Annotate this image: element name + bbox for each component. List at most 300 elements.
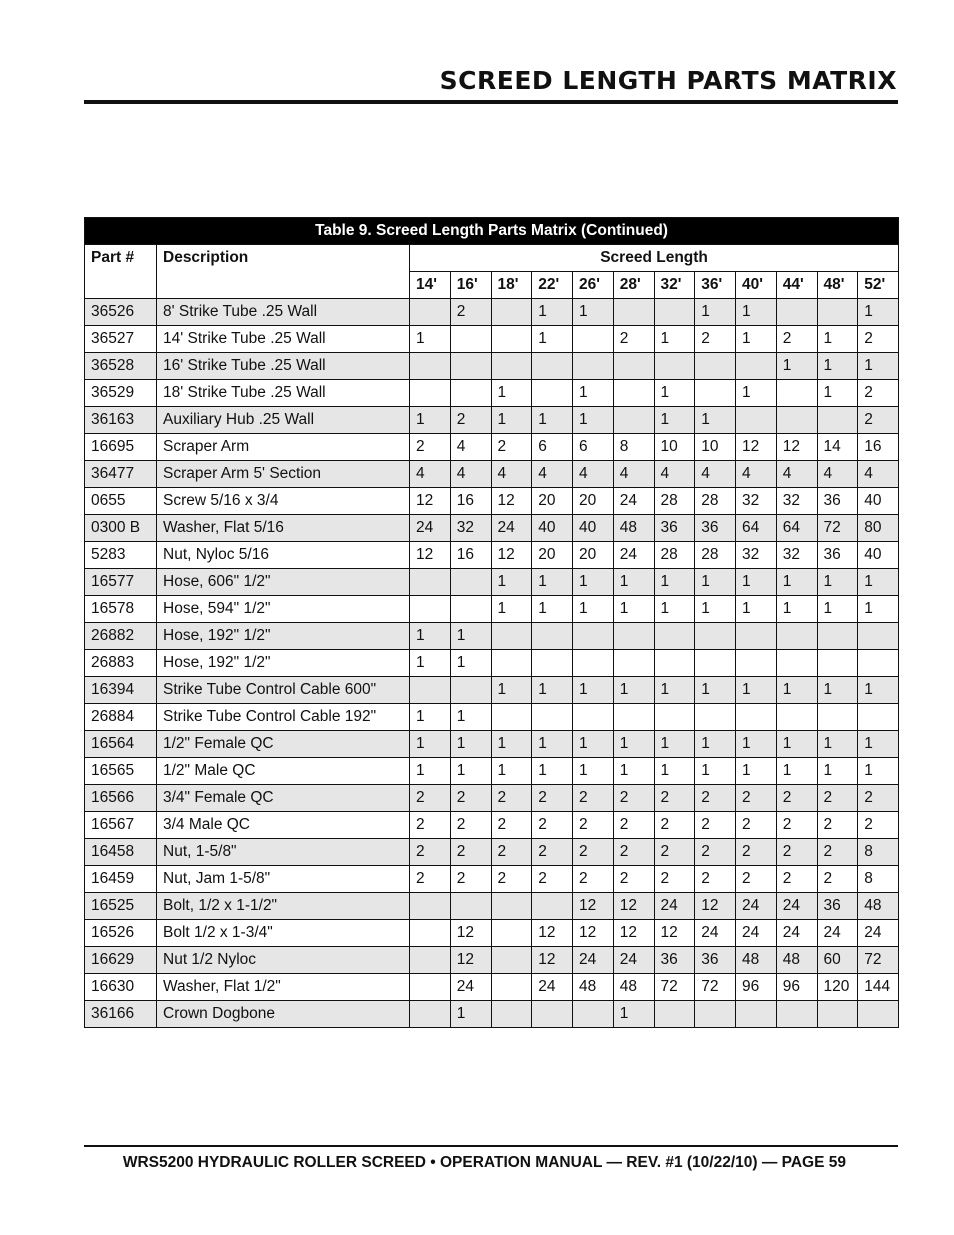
quantity-cell: 1: [695, 677, 736, 704]
quantity-cell: 20: [532, 488, 573, 515]
quantity-cell: 28: [695, 488, 736, 515]
quantity-cell: 1: [654, 407, 695, 434]
quantity-cell: 20: [532, 542, 573, 569]
quantity-cell: 72: [817, 515, 858, 542]
part-number-cell: 16394: [85, 677, 157, 704]
quantity-cell: 24: [573, 947, 614, 974]
length-header-cell: 28': [613, 272, 654, 299]
part-number-cell: 36163: [85, 407, 157, 434]
quantity-cell: 24: [695, 920, 736, 947]
quantity-cell: 1: [654, 380, 695, 407]
quantity-cell: 12: [450, 920, 491, 947]
quantity-cell: 1: [695, 758, 736, 785]
quantity-cell: [817, 650, 858, 677]
description-cell: Crown Dogbone: [157, 1001, 410, 1028]
quantity-cell: [858, 704, 899, 731]
description-cell: 3/4 Male QC: [157, 812, 410, 839]
length-header-cell: 32': [654, 272, 695, 299]
quantity-cell: 1: [573, 569, 614, 596]
quantity-cell: 14: [817, 434, 858, 461]
quantity-cell: [491, 1001, 532, 1028]
quantity-cell: 2: [695, 785, 736, 812]
quantity-cell: 1: [491, 677, 532, 704]
length-header-cell: 16': [450, 272, 491, 299]
quantity-cell: 2: [858, 407, 899, 434]
quantity-cell: [695, 353, 736, 380]
table-row: [85, 785, 899, 812]
quantity-cell: 28: [695, 542, 736, 569]
part-number-cell: 16629: [85, 947, 157, 974]
quantity-cell: 2: [491, 785, 532, 812]
quantity-cell: 12: [410, 542, 451, 569]
quantity-cell: 24: [776, 920, 817, 947]
quantity-cell: 8: [858, 839, 899, 866]
quantity-cell: 96: [776, 974, 817, 1001]
quantity-cell: [613, 704, 654, 731]
quantity-cell: 32: [776, 542, 817, 569]
quantity-cell: [654, 650, 695, 677]
quantity-cell: 2: [450, 299, 491, 326]
table-row: [85, 947, 899, 974]
quantity-cell: 72: [695, 974, 736, 1001]
quantity-cell: 1: [613, 758, 654, 785]
quantity-cell: 1: [736, 326, 777, 353]
quantity-cell: 1: [410, 326, 451, 353]
description-cell: Hose, 594" 1/2": [157, 596, 410, 623]
table-row: [85, 812, 899, 839]
quantity-cell: 2: [654, 839, 695, 866]
quantity-cell: 4: [695, 461, 736, 488]
quantity-cell: 1: [410, 758, 451, 785]
part-number-cell: 0655: [85, 488, 157, 515]
quantity-cell: 1: [817, 758, 858, 785]
table-row: [85, 866, 899, 893]
quantity-cell: 1: [613, 677, 654, 704]
table-row: [85, 650, 899, 677]
quantity-cell: 1: [858, 299, 899, 326]
quantity-cell: 1: [573, 299, 614, 326]
quantity-cell: [736, 623, 777, 650]
table-row: [85, 461, 899, 488]
parts-matrix-table: [84, 217, 899, 1028]
length-header-cell: 36': [695, 272, 736, 299]
description-cell: Nut, 1-5/8": [157, 839, 410, 866]
part-number-cell: 36526: [85, 299, 157, 326]
quantity-cell: 6: [532, 434, 573, 461]
table-row: [85, 596, 899, 623]
quantity-cell: 40: [858, 542, 899, 569]
description-cell: Hose, 192" 1/2": [157, 623, 410, 650]
quantity-cell: 4: [491, 461, 532, 488]
quantity-cell: [532, 1001, 573, 1028]
quantity-cell: [573, 353, 614, 380]
quantity-cell: [776, 299, 817, 326]
part-number-cell: 36527: [85, 326, 157, 353]
quantity-cell: 2: [736, 839, 777, 866]
quantity-cell: 32: [736, 488, 777, 515]
quantity-cell: [695, 704, 736, 731]
quantity-cell: 12: [573, 893, 614, 920]
quantity-cell: [410, 299, 451, 326]
description-cell: Bolt 1/2 x 1-3/4": [157, 920, 410, 947]
quantity-cell: 2: [695, 812, 736, 839]
quantity-cell: [532, 704, 573, 731]
length-header-cell: 22': [532, 272, 573, 299]
table-row: [85, 758, 899, 785]
quantity-cell: 2: [613, 812, 654, 839]
quantity-cell: 2: [532, 785, 573, 812]
quantity-cell: 2: [654, 812, 695, 839]
quantity-cell: 24: [410, 515, 451, 542]
quantity-cell: [654, 353, 695, 380]
quantity-cell: 2: [573, 866, 614, 893]
quantity-cell: 2: [613, 785, 654, 812]
quantity-cell: [695, 380, 736, 407]
quantity-cell: 24: [858, 920, 899, 947]
description-cell: Scraper Arm 5' Section: [157, 461, 410, 488]
quantity-cell: 1: [491, 407, 532, 434]
quantity-cell: 1: [491, 731, 532, 758]
quantity-cell: 1: [573, 407, 614, 434]
quantity-cell: 12: [532, 947, 573, 974]
quantity-cell: 2: [410, 839, 451, 866]
part-number-cell: 16526: [85, 920, 157, 947]
quantity-cell: 4: [736, 461, 777, 488]
quantity-cell: 2: [450, 839, 491, 866]
description-cell: Washer, Flat 1/2": [157, 974, 410, 1001]
quantity-cell: [613, 623, 654, 650]
table-row: [85, 569, 899, 596]
quantity-cell: 60: [817, 947, 858, 974]
quantity-cell: 64: [776, 515, 817, 542]
quantity-cell: 2: [858, 326, 899, 353]
quantity-cell: 12: [491, 488, 532, 515]
page-title: SCREED LENGTH PARTS MATRIX: [439, 66, 897, 95]
table-row: [85, 542, 899, 569]
quantity-cell: [654, 623, 695, 650]
table-body: [85, 299, 899, 1028]
quantity-cell: [573, 326, 614, 353]
quantity-cell: [776, 623, 817, 650]
quantity-cell: [776, 704, 817, 731]
quantity-cell: 12: [736, 434, 777, 461]
quantity-cell: 1: [817, 353, 858, 380]
table-row: [85, 434, 899, 461]
quantity-cell: 1: [654, 596, 695, 623]
quantity-cell: 1: [695, 407, 736, 434]
quantity-cell: 36: [654, 515, 695, 542]
quantity-cell: 2: [491, 839, 532, 866]
quantity-cell: 1: [695, 299, 736, 326]
description-cell: 3/4" Female QC: [157, 785, 410, 812]
table-row: [85, 515, 899, 542]
quantity-cell: 48: [613, 515, 654, 542]
quantity-cell: 1: [776, 731, 817, 758]
quantity-cell: 24: [491, 515, 532, 542]
quantity-cell: 1: [613, 1001, 654, 1028]
quantity-cell: 1: [858, 353, 899, 380]
quantity-cell: 48: [573, 974, 614, 1001]
description-cell: Strike Tube Control Cable 600": [157, 677, 410, 704]
quantity-cell: 2: [654, 785, 695, 812]
quantity-cell: 2: [776, 839, 817, 866]
table-caption: Table 9. Screed Length Parts Matrix (Continued): [85, 218, 899, 245]
quantity-cell: [410, 1001, 451, 1028]
quantity-cell: 6: [573, 434, 614, 461]
quantity-cell: 12: [491, 542, 532, 569]
part-number-cell: 36528: [85, 353, 157, 380]
quantity-cell: [410, 947, 451, 974]
quantity-cell: [491, 623, 532, 650]
quantity-cell: 2: [858, 785, 899, 812]
quantity-cell: [410, 893, 451, 920]
description-cell: Washer, Flat 5/16: [157, 515, 410, 542]
quantity-cell: [450, 596, 491, 623]
quantity-cell: [776, 407, 817, 434]
quantity-cell: 36: [817, 893, 858, 920]
quantity-cell: 120: [817, 974, 858, 1001]
quantity-cell: [736, 704, 777, 731]
quantity-cell: 1: [532, 677, 573, 704]
quantity-cell: 36: [695, 515, 736, 542]
quantity-cell: 40: [858, 488, 899, 515]
quantity-cell: 2: [532, 866, 573, 893]
length-header-cell: 44': [776, 272, 817, 299]
quantity-cell: 32: [776, 488, 817, 515]
quantity-cell: 2: [573, 839, 614, 866]
description-cell: 1/2" Female QC: [157, 731, 410, 758]
quantity-cell: 1: [858, 731, 899, 758]
part-number-cell: 16578: [85, 596, 157, 623]
quantity-cell: [695, 1001, 736, 1028]
quantity-cell: 2: [695, 839, 736, 866]
table-row: [85, 488, 899, 515]
quantity-cell: 1: [654, 758, 695, 785]
quantity-cell: 2: [532, 839, 573, 866]
quantity-cell: 96: [736, 974, 777, 1001]
quantity-cell: 2: [613, 326, 654, 353]
length-header-cell: 26': [573, 272, 614, 299]
part-number-cell: 16577: [85, 569, 157, 596]
quantity-cell: [410, 974, 451, 1001]
quantity-cell: 2: [491, 866, 532, 893]
quantity-cell: 1: [817, 569, 858, 596]
description-cell: Scraper Arm: [157, 434, 410, 461]
table-row: [85, 974, 899, 1001]
quantity-cell: 2: [450, 785, 491, 812]
part-number-cell: 5283: [85, 542, 157, 569]
quantity-cell: 1: [532, 731, 573, 758]
part-number-cell: 16458: [85, 839, 157, 866]
quantity-cell: [736, 1001, 777, 1028]
part-number-cell: 16459: [85, 866, 157, 893]
quantity-cell: 24: [450, 974, 491, 1001]
quantity-cell: 1: [532, 326, 573, 353]
quantity-cell: 4: [817, 461, 858, 488]
description-cell: 16' Strike Tube .25 Wall: [157, 353, 410, 380]
quantity-cell: 2: [776, 812, 817, 839]
quantity-cell: 1: [817, 596, 858, 623]
quantity-cell: [532, 353, 573, 380]
quantity-cell: 28: [654, 488, 695, 515]
quantity-cell: 1: [410, 623, 451, 650]
quantity-cell: 1: [450, 731, 491, 758]
quantity-cell: 2: [736, 785, 777, 812]
quantity-cell: [776, 650, 817, 677]
quantity-cell: 40: [532, 515, 573, 542]
quantity-cell: 1: [776, 353, 817, 380]
table-row: [85, 353, 899, 380]
quantity-cell: [450, 677, 491, 704]
quantity-cell: [776, 380, 817, 407]
quantity-cell: [491, 353, 532, 380]
table-row: [85, 920, 899, 947]
quantity-cell: 2: [858, 380, 899, 407]
quantity-cell: 4: [654, 461, 695, 488]
quantity-cell: 1: [776, 758, 817, 785]
quantity-cell: 24: [613, 488, 654, 515]
quantity-cell: 2: [695, 866, 736, 893]
quantity-cell: 1: [410, 704, 451, 731]
quantity-cell: 2: [573, 785, 614, 812]
part-number-cell: 16564: [85, 731, 157, 758]
length-header-cell: 18': [491, 272, 532, 299]
quantity-cell: [654, 299, 695, 326]
quantity-cell: [695, 623, 736, 650]
quantity-cell: [613, 650, 654, 677]
quantity-cell: 1: [695, 596, 736, 623]
quantity-cell: 2: [532, 812, 573, 839]
quantity-cell: 48: [613, 974, 654, 1001]
quantity-cell: [491, 893, 532, 920]
quantity-cell: [654, 1001, 695, 1028]
quantity-cell: 1: [573, 380, 614, 407]
quantity-cell: [491, 704, 532, 731]
quantity-cell: 1: [410, 731, 451, 758]
quantity-cell: 1: [450, 704, 491, 731]
part-number-cell: 36477: [85, 461, 157, 488]
quantity-cell: [695, 650, 736, 677]
part-number-cell: 36166: [85, 1001, 157, 1028]
table-row: [85, 326, 899, 353]
quantity-cell: [450, 893, 491, 920]
quantity-cell: [410, 920, 451, 947]
quantity-cell: 20: [573, 488, 614, 515]
quantity-cell: 16: [858, 434, 899, 461]
description-cell: 8' Strike Tube .25 Wall: [157, 299, 410, 326]
quantity-cell: 36: [695, 947, 736, 974]
quantity-cell: 2: [573, 812, 614, 839]
quantity-cell: 16: [450, 488, 491, 515]
quantity-cell: 1: [736, 731, 777, 758]
quantity-cell: 2: [450, 407, 491, 434]
quantity-cell: 2: [858, 812, 899, 839]
quantity-cell: 1: [532, 299, 573, 326]
quantity-cell: 2: [410, 812, 451, 839]
quantity-cell: 12: [410, 488, 451, 515]
description-cell: Bolt, 1/2 x 1-1/2": [157, 893, 410, 920]
quantity-cell: 2: [613, 866, 654, 893]
quantity-cell: 24: [776, 893, 817, 920]
quantity-cell: 1: [654, 326, 695, 353]
quantity-cell: 24: [654, 893, 695, 920]
quantity-cell: 2: [776, 785, 817, 812]
quantity-cell: 12: [613, 893, 654, 920]
quantity-cell: [573, 623, 614, 650]
quantity-cell: 2: [776, 326, 817, 353]
quantity-cell: 1: [491, 596, 532, 623]
quantity-cell: 1: [858, 596, 899, 623]
quantity-cell: 4: [532, 461, 573, 488]
quantity-cell: 2: [736, 812, 777, 839]
quantity-cell: 10: [695, 434, 736, 461]
quantity-cell: 24: [817, 920, 858, 947]
quantity-cell: 1: [450, 1001, 491, 1028]
quantity-cell: 1: [736, 596, 777, 623]
table-row: [85, 1001, 899, 1028]
quantity-cell: 1: [491, 569, 532, 596]
quantity-cell: 1: [858, 758, 899, 785]
quantity-cell: 1: [817, 677, 858, 704]
quantity-cell: 8: [613, 434, 654, 461]
quantity-cell: 48: [736, 947, 777, 974]
quantity-cell: 4: [776, 461, 817, 488]
table-row: [85, 731, 899, 758]
quantity-cell: [573, 1001, 614, 1028]
description-cell: 18' Strike Tube .25 Wall: [157, 380, 410, 407]
table-row: [85, 893, 899, 920]
quantity-cell: 8: [858, 866, 899, 893]
quantity-cell: [450, 353, 491, 380]
quantity-cell: 4: [858, 461, 899, 488]
quantity-cell: 4: [573, 461, 614, 488]
quantity-cell: [410, 380, 451, 407]
quantity-cell: [817, 623, 858, 650]
quantity-cell: [410, 569, 451, 596]
table-row: [85, 380, 899, 407]
quantity-cell: [532, 893, 573, 920]
quantity-cell: 1: [817, 380, 858, 407]
quantity-cell: 1: [695, 731, 736, 758]
quantity-cell: 24: [613, 947, 654, 974]
screed-length-header: Screed Length: [410, 245, 899, 272]
quantity-cell: 12: [450, 947, 491, 974]
quantity-cell: [613, 380, 654, 407]
quantity-cell: 1: [817, 326, 858, 353]
part-number-cell: 16566: [85, 785, 157, 812]
quantity-cell: 1: [450, 623, 491, 650]
description-cell: Hose, 192" 1/2": [157, 650, 410, 677]
description-cell: 1/2" Male QC: [157, 758, 410, 785]
table-row: [85, 623, 899, 650]
table-row: [85, 677, 899, 704]
quantity-cell: [491, 326, 532, 353]
quantity-cell: 1: [858, 677, 899, 704]
quantity-cell: [450, 380, 491, 407]
quantity-cell: [817, 407, 858, 434]
quantity-cell: 1: [532, 407, 573, 434]
quantity-cell: 1: [654, 569, 695, 596]
quantity-cell: 1: [410, 407, 451, 434]
part-number-header: Part #: [85, 245, 157, 299]
quantity-cell: 48: [776, 947, 817, 974]
quantity-cell: 1: [736, 299, 777, 326]
quantity-cell: 144: [858, 974, 899, 1001]
quantity-cell: 2: [410, 785, 451, 812]
quantity-cell: [654, 704, 695, 731]
quantity-cell: 12: [695, 893, 736, 920]
description-header: Description: [157, 245, 410, 299]
